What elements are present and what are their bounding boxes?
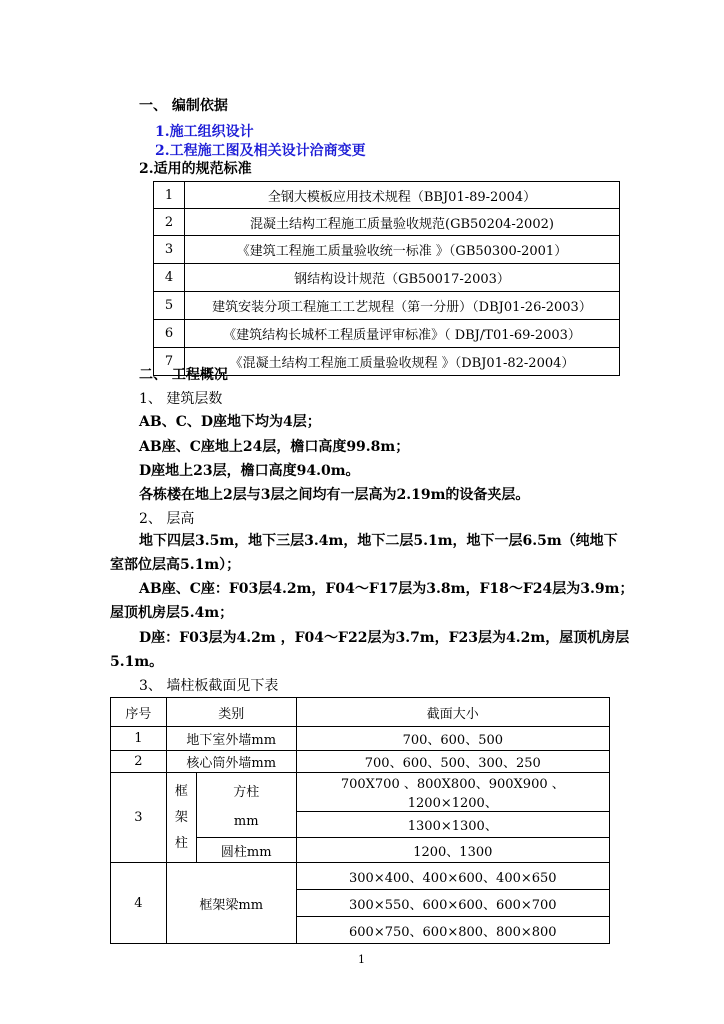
table-row [111,751,610,773]
basis-item: 1.施工组织设计 [155,124,254,140]
subsection-heading: 3、 墙柱板截面见下表 [139,678,279,694]
table-cell: 1200、1300 [296,838,609,863]
table-cell: 圆柱mm [196,838,296,863]
paragraph: 各栋楼在地上2层与3层之间均有一层高为2.19m的设备夹层。 [139,487,530,503]
table-row [154,182,620,209]
table-cell: 2 [154,209,185,236]
table-cell: 600×750、600×800、800×800 [296,917,609,944]
subsection-heading: 1、 建筑层数 [139,391,223,407]
table-cell: 1300×1300、 [296,812,609,838]
table-header-cell: 序号 [111,698,167,727]
table-cell: 2 [111,751,167,773]
table-header-cell: 截面大小 [296,698,609,727]
paragraph: AB、C、D座地下均为4层； [139,414,321,430]
paragraph: D座地上23层，檐口高度94.0m。 [139,463,360,479]
paragraph: 5.1m。 [110,654,164,670]
table-row [111,773,610,812]
group-char: 架 [174,809,188,825]
table-cell: 1 [154,182,185,209]
table-row [154,236,620,264]
table-header-cell: 类别 [166,698,296,727]
table-cell: 《混凝土结构工程施工质量验收规程 》（DBJ01-82-2004） [185,348,620,376]
subsection-heading: 2、 层高 [139,511,195,527]
table-cell: 钢结构设计规范（GB50017-2003） [185,264,620,292]
square-column-label: 方柱 [233,785,260,800]
table-cell: 框架梁mm [166,863,296,944]
table-cell: 3 [111,773,167,863]
table-cell: 7 [154,348,185,376]
table-cell: 6 [154,320,185,348]
table-cell: 1 [111,727,167,751]
table-row [111,863,610,890]
table-row [154,320,620,348]
section-heading: 二、 工程概况 [139,367,228,383]
standards-heading: 2.适用的规范标准 [139,161,252,177]
table-cell: 核心筒外墙mm [166,751,296,773]
table-header-row [111,698,610,727]
table-cell: 3 [154,236,185,264]
table-cell: 4 [111,863,167,944]
basis-item: 2.工程施工图及相关设计洽商变更 [155,143,366,159]
table-cell: 300×400、400×600、400×650 [296,863,609,890]
table-cell: 700X700 、800X800、900X900 、1200×1200、 [296,773,609,812]
paragraph: AB座、C座：F03层4.2m，F04～F17层为3.8m，F18～F24层为3.9m； [139,581,634,597]
table-cell: 700、600、500、300、250 [296,751,609,773]
section-heading: 一、 编制依据 [139,98,228,114]
table-cell: 《建筑工程施工质量验收统一标准 》（GB50300-2001） [185,236,620,264]
paragraph: AB座、C座地上24层，檐口高度99.8m； [139,439,410,455]
table-row [154,292,620,320]
table-cell: 建筑安装分项工程施工工艺规程（第一分册）（DBJ01-26-2003） [185,292,620,320]
table-cell [196,773,296,838]
section-size-table [110,697,610,944]
table-cell-group [166,773,196,863]
table-cell: 全钢大模板应用技术规程（BBJ01-89-2004） [185,182,620,209]
standards-table [153,181,620,376]
table-cell: 5 [154,292,185,320]
group-char: 柱 [174,835,188,851]
table-cell: 《建筑结构长城杯工程质量评审标准》（ DBJ/T01-69-2003） [185,320,620,348]
table-cell: 地下室外墙mm [166,727,296,751]
square-column-unit: mm [233,814,259,829]
paragraph: 地下四层3.5m，地下三层3.4m，地下二层5.1m，地下一层6.5m（纯地下 [139,533,618,549]
table-cell: 700、600、500 [296,727,609,751]
paragraph: 屋顶机房层5.4m； [110,605,234,621]
paragraph: 室部位层高5.1m）； [110,557,241,573]
group-char: 框 [174,783,188,799]
table-cell: 混凝土结构工程施工质量验收规范(GB50204-2002) [185,209,620,236]
table-cell: 4 [154,264,185,292]
paragraph: D座：F03层为4.2m ，F04～F22层为3.7m，F23层为4.2m，屋顶机房层 [139,630,630,646]
page-number: 1 [358,953,365,966]
table-row [154,264,620,292]
table-row [111,727,610,751]
table-row [154,209,620,236]
table-cell: 300×550、600×600、600×700 [296,890,609,917]
